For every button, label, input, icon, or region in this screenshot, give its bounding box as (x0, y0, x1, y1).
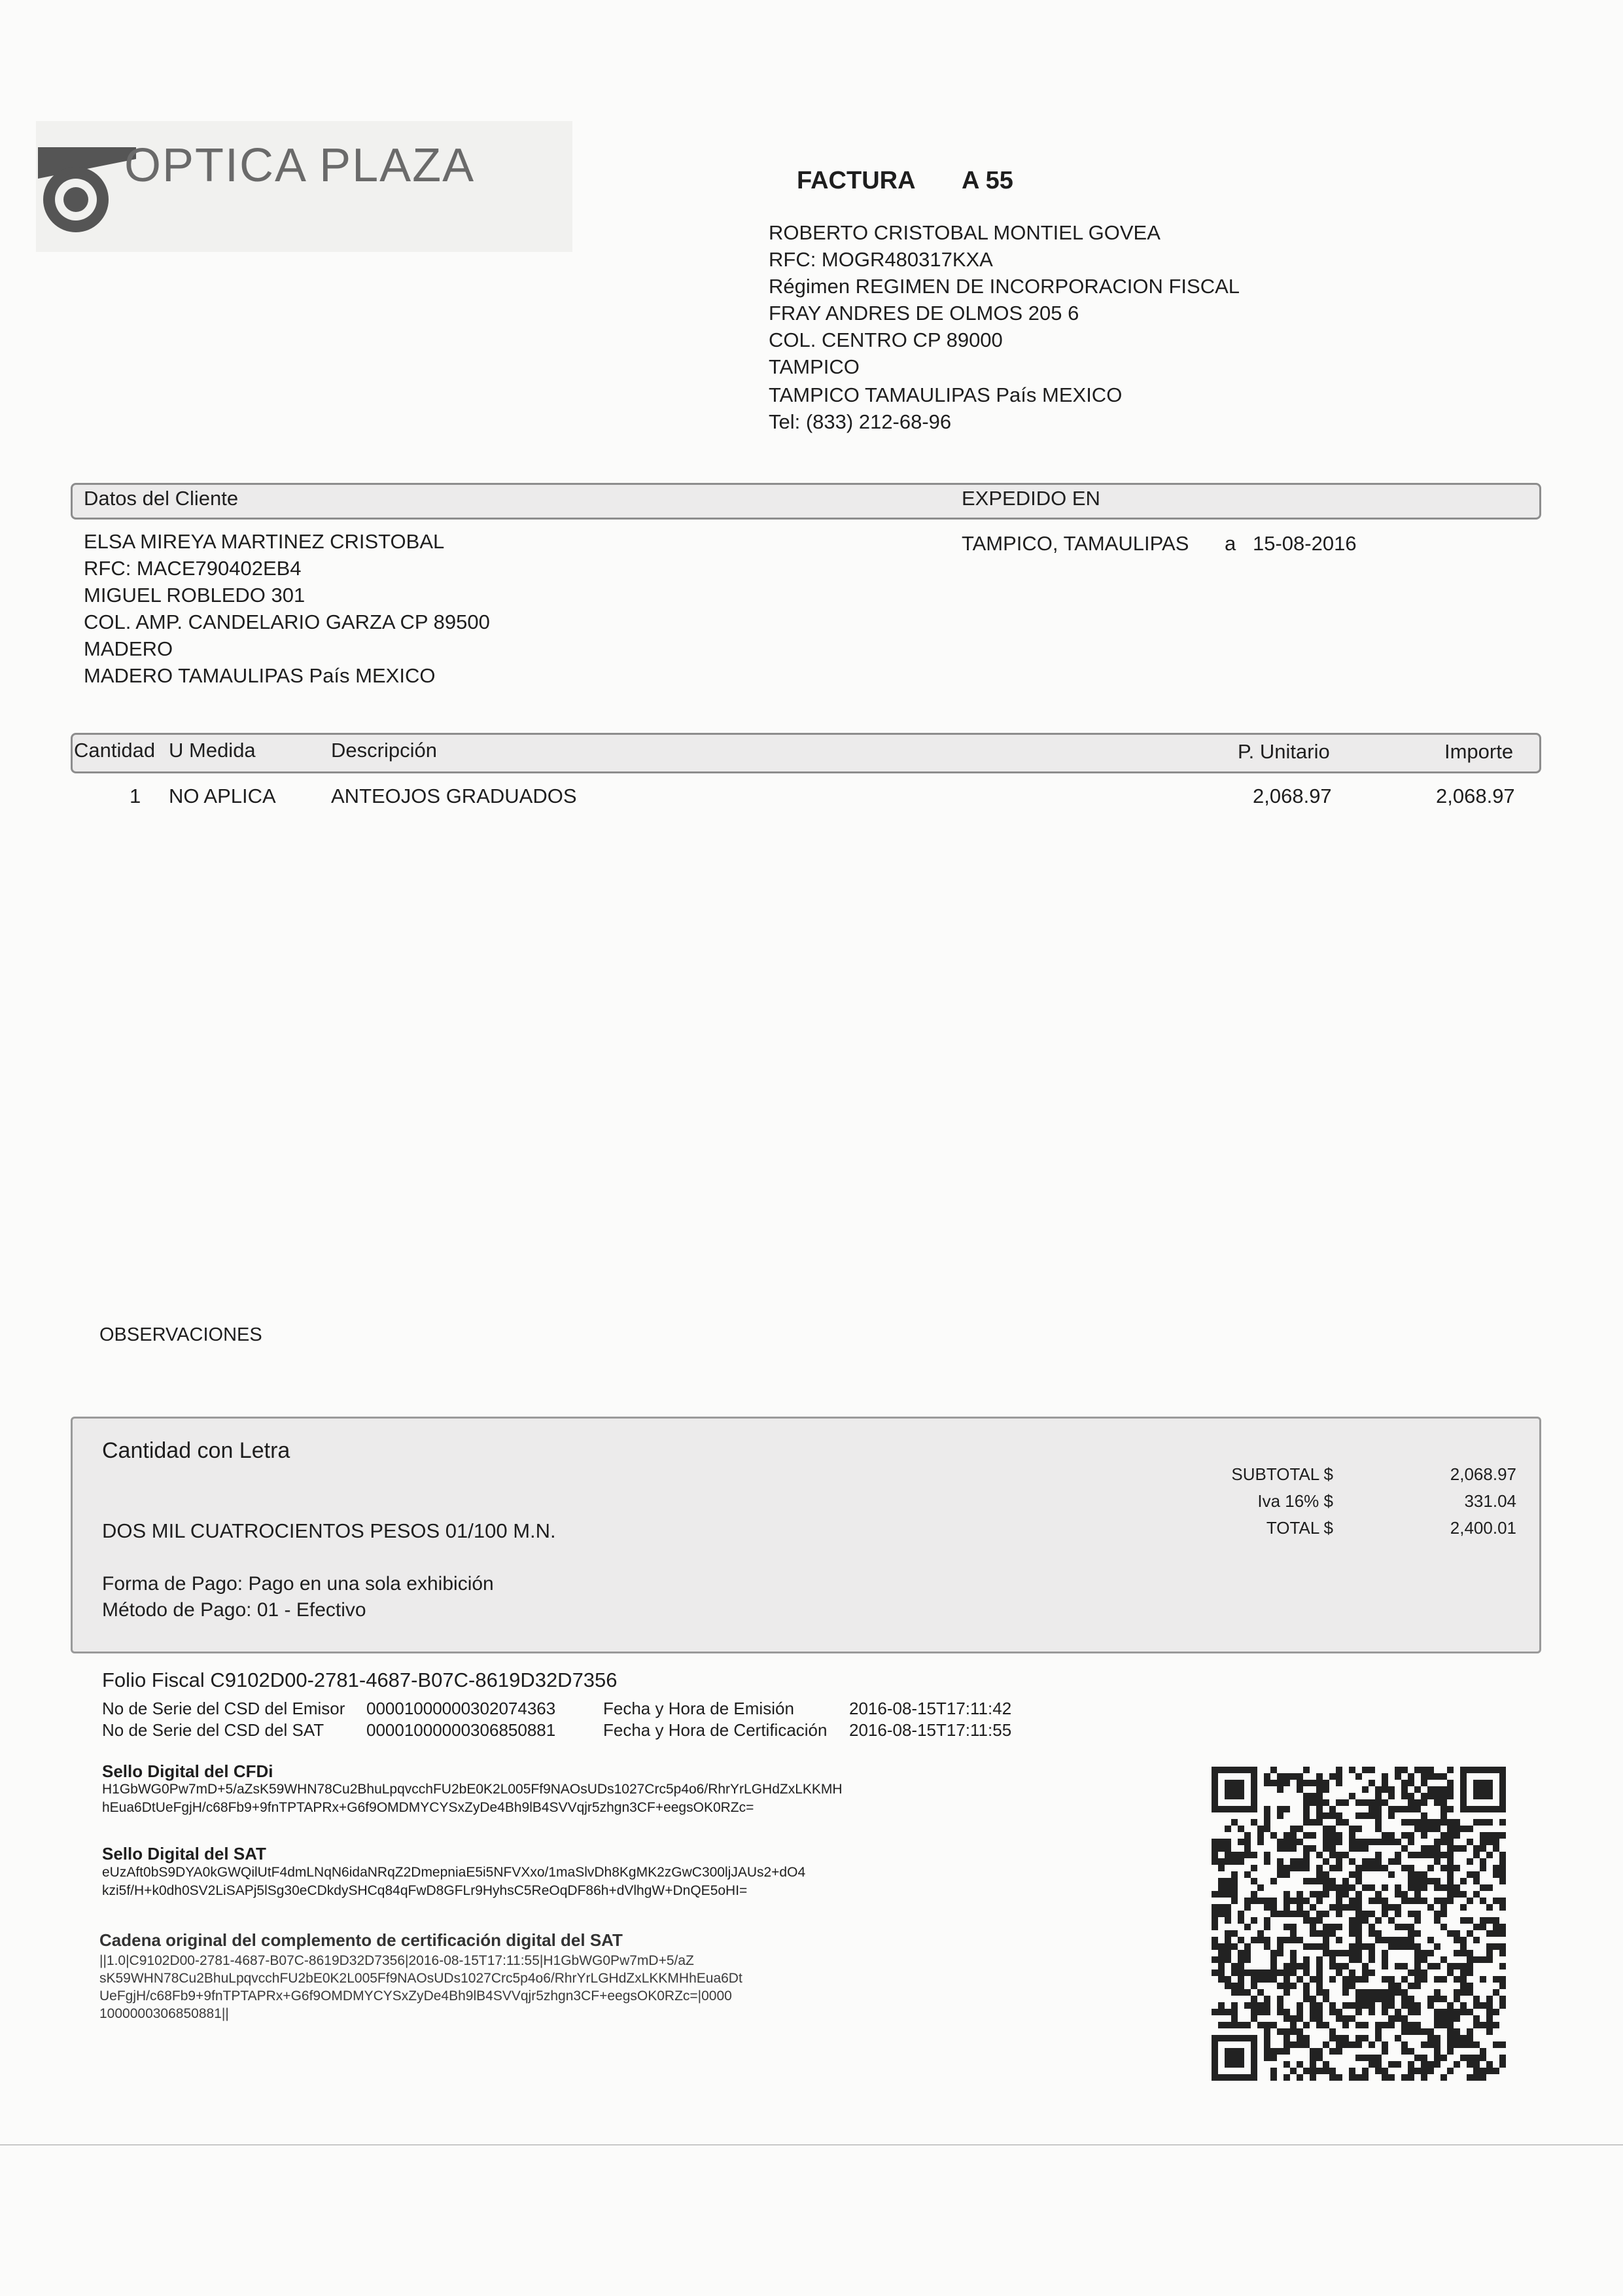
total-value: 2,400.01 (1450, 1518, 1516, 1538)
expedido-place: TAMPICO, TAMAULIPAS (962, 532, 1189, 555)
client-header: Datos del Cliente (84, 487, 239, 510)
cadena-title: Cadena original del complemento de certificación digital del SAT (99, 1930, 623, 1950)
sello-sat-line: kzi5f/H+k0dh0SV2LiSAPj5lSg30eCDkdySHCq84qFwD8GFLr9HyhsC5ReOqDF86h+dVlhgW+DnQE5oHI= (102, 1883, 748, 1898)
fecha-emision: 2016-08-15T17:11:42 (849, 1699, 1012, 1718)
issuer-colonia: COL. CENTRO CP 89000 (769, 328, 1003, 351)
cadena-line: UeFgjH/c68Fb9+9fnTPTAPRx+G6f9OMDMYCYSxZyDe4Bh9lB4SVVqjr5zhgn3CF+eegsOK0RZc=|0000 (99, 1988, 732, 2004)
optica-plaza-logo-icon (38, 147, 136, 245)
csd-emisor: 00001000000302074363 (366, 1699, 556, 1718)
iva-label: Iva 16% $ (1257, 1491, 1333, 1511)
subtotal-value: 2,068.97 (1450, 1464, 1516, 1484)
issuer-city: TAMPICO (769, 355, 860, 378)
total-label: TOTAL $ (1266, 1518, 1333, 1538)
fecha-cert: 2016-08-15T17:11:55 (849, 1720, 1012, 1740)
logo-text: OPTICA PLAZA (124, 139, 476, 192)
metodo-pago: Método de Pago: 01 - Efectivo (102, 1599, 366, 1621)
col-price: P. Unitario (1238, 740, 1330, 763)
item-unit: NO APLICA (169, 785, 276, 807)
expedido-a: a (1225, 532, 1236, 555)
client-street: MIGUEL ROBLEDO 301 (84, 584, 305, 607)
invoice-number: A 55 (962, 167, 1013, 194)
sello-cfdi-title: Sello Digital del CFDi (102, 1761, 273, 1781)
cadena-line: 1000000306850881|| (99, 2006, 229, 2021)
fecha-cert-label: Fecha y Hora de Certificación (603, 1720, 828, 1740)
client-state: MADERO TAMAULIPAS País MEXICO (84, 664, 436, 687)
client-name: ELSA MIREYA MARTINEZ CRISTOBAL (84, 530, 445, 553)
fecha-emision-label: Fecha y Hora de Emisión (603, 1699, 794, 1718)
client-colonia: COL. AMP. CANDELARIO GARZA CP 89500 (84, 610, 490, 633)
cantidad-letra: DOS MIL CUATROCIENTOS PESOS 01/100 M.N. (102, 1519, 556, 1542)
csd-emisor-label: No de Serie del CSD del Emisor (102, 1699, 345, 1718)
issuer-street: FRAY ANDRES DE OLMOS 205 6 (769, 302, 1079, 325)
sello-cfdi-line: hEua6DtUeFgjH/c68Fb9+9fnTPTAPRx+G6f9OMDMYCYSxZyDe4Bh9lB4SVVqjr5zhgn3CF+eegsOK0RZc= (102, 1800, 754, 1815)
issuer-regimen: Régimen REGIMEN DE INCORPORACION FISCAL (769, 275, 1240, 298)
item-price: 2,068.97 (1253, 785, 1332, 807)
observaciones-label: OBSERVACIONES (99, 1324, 262, 1345)
subtotal-label: SUBTOTAL $ (1231, 1464, 1333, 1484)
cadena-line: ||1.0|C9102D00-2781-4687-B07C-8619D32D7356|2016-08-15T17:11:55|H1GbWG0Pw7mD+5/aZ (99, 1953, 694, 1968)
client-rfc: RFC: MACE790402EB4 (84, 557, 302, 580)
folio-fiscal: Folio Fiscal C9102D00-2781-4687-B07C-8619D32D7356 (102, 1669, 618, 1691)
issuer-rfc: RFC: MOGR480317KXA (769, 248, 993, 271)
client-header-bar (71, 483, 1541, 520)
item-desc: ANTEOJOS GRADUADOS (331, 785, 577, 807)
issuer-name: ROBERTO CRISTOBAL MONTIEL GOVEA (769, 221, 1161, 244)
cantidad-letra-label: Cantidad con Letra (102, 1438, 290, 1463)
client-city: MADERO (84, 637, 173, 660)
col-unit: U Medida (169, 739, 256, 762)
expedido-header: EXPEDIDO EN (962, 487, 1100, 510)
issuer-tel: Tel: (833) 212-68-96 (769, 410, 952, 433)
sello-sat-title: Sello Digital del SAT (102, 1844, 266, 1863)
col-desc: Descripción (331, 739, 437, 762)
item-qty: 1 (130, 785, 141, 807)
qr-code-icon (1212, 1767, 1506, 2081)
issuer-state: TAMPICO TAMAULIPAS País MEXICO (769, 383, 1123, 406)
invoice-title: FACTURA (797, 167, 916, 194)
cadena-line: sK59WHN78Cu2BhuLpqvcchFU2bE0K2L005Ff9NAOsUDs1027Crc5p4o6/RhrYrLGHdZxLKKMHhEua6Dt (99, 1971, 742, 1986)
col-amount: Importe (1444, 740, 1514, 763)
sello-sat-line: eUzAft0bS9DYA0kGWQilUtF4dmLNqN6idaNRqZ2DmepniaE5i5NFVXxo/1maSlvDh8KgMK2zGwC300ljJAUs2+dO4 (102, 1865, 806, 1880)
divider (0, 2144, 1623, 2146)
item-amount: 2,068.97 (1436, 785, 1515, 807)
sello-cfdi-line: H1GbWG0Pw7mD+5/aZsK59WHN78Cu2BhuLpqvcchFU2bE0K2L005Ff9NAOsUDs1027Crc5p4o6/RhrYrLGHdZxLKKMH (102, 1782, 843, 1797)
csd-sat: 00001000000306850881 (366, 1720, 556, 1740)
expedido-date: 15-08-2016 (1253, 532, 1357, 555)
col-qty: Cantidad (74, 739, 156, 762)
forma-pago: Forma de Pago: Pago en una sola exhibición (102, 1573, 494, 1595)
iva-value: 331.04 (1464, 1491, 1516, 1511)
csd-sat-label: No de Serie del CSD del SAT (102, 1720, 324, 1740)
